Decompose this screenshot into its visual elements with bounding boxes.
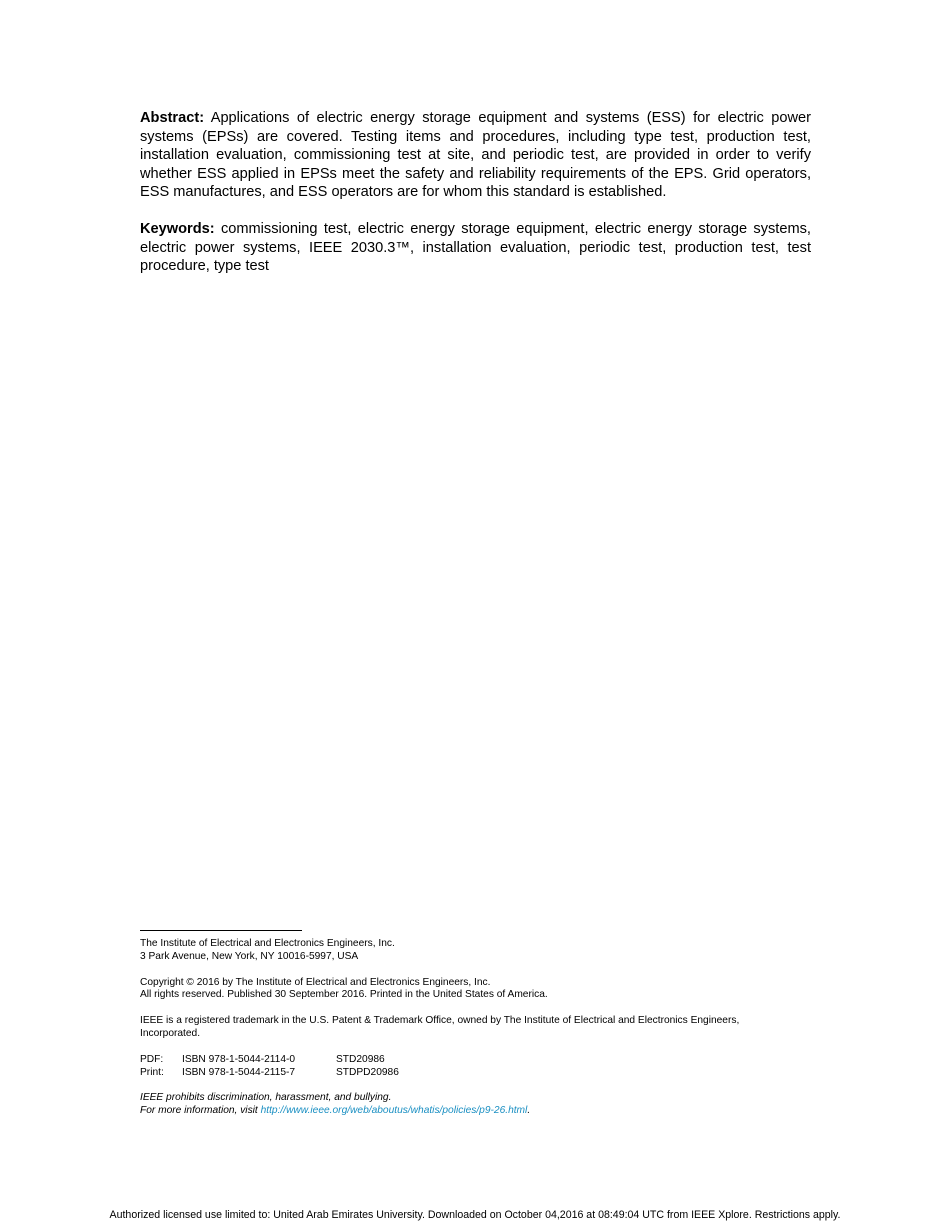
copyright-line-2: All rights reserved. Published 30 September 2016. Printed in the United States of America. bbox=[140, 989, 548, 1001]
isbn-print-code: STDPD20986 bbox=[336, 1066, 399, 1078]
isbn-pdf-label: PDF: bbox=[140, 1053, 164, 1065]
trademark-notice bbox=[140, 1015, 820, 1041]
isbn-print-label: Print: bbox=[140, 1066, 164, 1078]
abstract-paragraph bbox=[140, 109, 811, 202]
abstract-label: Abstract: bbox=[140, 110, 205, 126]
copyright-notice bbox=[140, 977, 820, 1003]
policy-link[interactable]: http://www.ieee.org/web/aboutus/whatis/policies/p9-26.html bbox=[260, 1105, 528, 1117]
publisher-address bbox=[140, 938, 820, 964]
policy-line-2 bbox=[140, 1105, 820, 1118]
abstract-text: Applications of electric energy storage equipment and systems (ESS) for electric power systems (EPSs) are covered. Testing items and procedures, including type test, production test, installation evaluation, commissioning test at site, and periodic test, are provided in order to verify whether ESS applied in EPSs meet the safety and reliability requirements of the EPS. Grid operators, ESS manufactures, and ESS operators are for whom this standard is established. bbox=[140, 110, 811, 201]
policy-suffix: . bbox=[527, 1105, 531, 1117]
isbn-row-print bbox=[140, 1067, 820, 1080]
isbn-row-pdf bbox=[140, 1054, 820, 1067]
policy-line-1: IEEE prohibits discrimination, harassment, and bullying. bbox=[140, 1092, 392, 1104]
copyright-line-1: Copyright © 2016 by The Institute of Electrical and Electronics Engineers, Inc. bbox=[140, 976, 491, 988]
isbn-print-number: ISBN 978-1-5044-2115-7 bbox=[182, 1066, 296, 1078]
isbn-table bbox=[140, 1054, 820, 1080]
address-line-1: The Institute of Electrical and Electronics Engineers, Inc. bbox=[140, 938, 395, 949]
address-line-2: 3 Park Avenue, New York, NY 10016-5997, USA bbox=[140, 950, 359, 962]
policy-notice bbox=[140, 1092, 820, 1118]
keywords-text: commissioning test, electric energy storage equipment, electric energy storage systems, electric power systems, IEEE 2030.3™, installation evaluation, periodic test, production test, test procedure, type test bbox=[140, 220, 811, 275]
keywords-label: Keywords: bbox=[140, 220, 215, 237]
license-banner: Authorized licensed use limited to: United Arab Emirates University. Downloaded on October 04,2016 at 08:49:04 UTC from IEEE Xplore. Restrictions apply. bbox=[109, 1209, 841, 1221]
trademark-line-1: IEEE is a registered trademark in the U.S. Patent & Trademark Office, owned by The Institute of Electrical and Electronics Engineers, bbox=[140, 1015, 740, 1027]
policy-prefix: For more information, visit bbox=[140, 1105, 261, 1117]
footnote-section bbox=[140, 938, 820, 1131]
footnote-divider bbox=[140, 930, 302, 931]
isbn-pdf-code: STD20986 bbox=[336, 1053, 385, 1065]
abstract-section bbox=[140, 109, 811, 276]
keywords-paragraph bbox=[140, 220, 811, 276]
trademark-line-2: Incorporated. bbox=[140, 1027, 201, 1039]
isbn-pdf-number: ISBN 978-1-5044-2114-0 bbox=[182, 1053, 296, 1065]
